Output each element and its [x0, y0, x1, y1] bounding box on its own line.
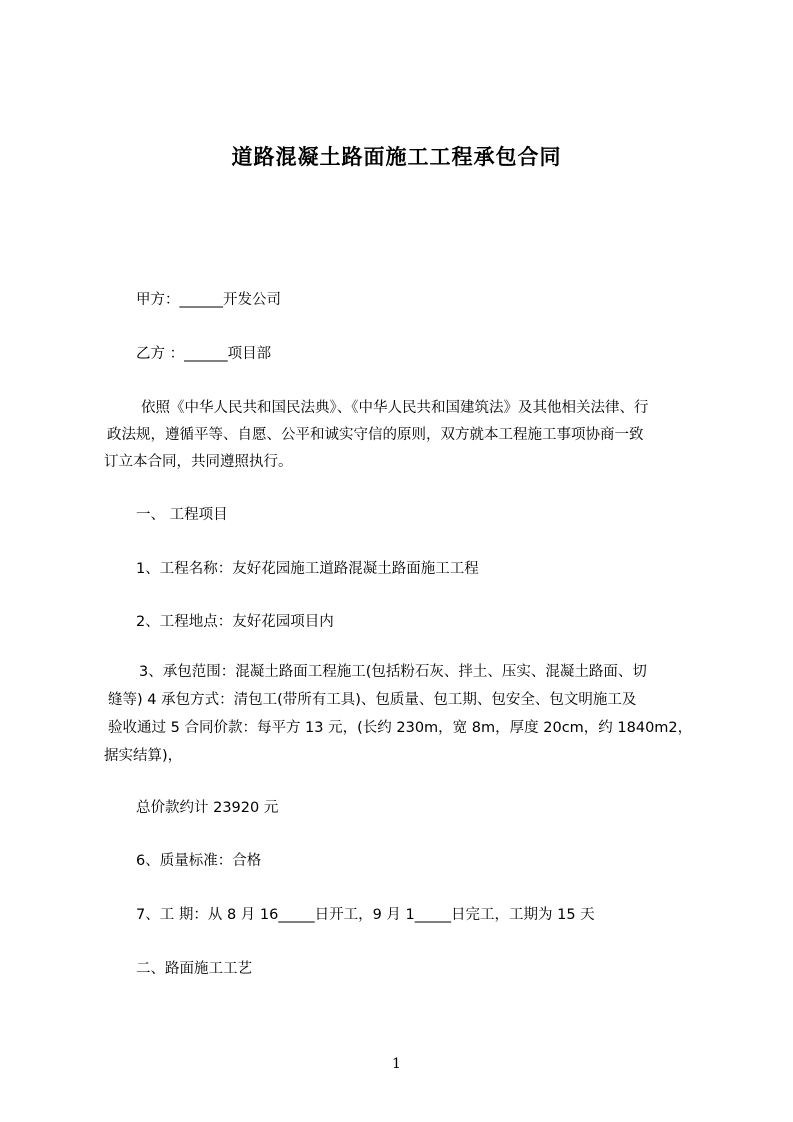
- item-2-project-location: 2、工程地点：友好花园项目内: [136, 614, 334, 630]
- party-b-line: 乙方 ：______项目部: [136, 346, 272, 362]
- section-2-heading: 二、路面施工工艺: [136, 961, 252, 977]
- item-6-quality-standard: 6、质量标准：合格: [136, 853, 262, 869]
- item-3-line-3: 验收通过 5 合同价款：每平方 13 元，(长约 230m，宽 8m，厚度 20cm，约 1840m2，: [108, 720, 693, 736]
- page-number: 1: [392, 1056, 401, 1072]
- preamble-line-1: 依照《中华人民共和国民法典》、《中华人民共和国建筑法》及其他相关法律、行: [141, 400, 649, 416]
- preamble-line-2: 政法规，遵循平等、自愿、公平和诚实守信的原则，双方就本工程施工事项协商一致: [107, 427, 644, 443]
- total-price: 总价款约计 23920 元: [136, 800, 279, 816]
- item-1-project-name: 1、工程名称：友好花园施工道路混凝土路面施工工程: [136, 561, 479, 577]
- section-1-heading: 一、 工程项目: [136, 507, 228, 523]
- item-3-line-1: 3、承包范围：混凝土路面工程施工(包括粉石灰、拌土、压实、混凝土路面、切: [139, 664, 647, 680]
- item-3-line-4: 据实结算)，: [104, 748, 183, 764]
- item-3-line-2: 缝等) 4 承包方式：清包工(带所有工具)、包质量、包工期、包安全、包文明施工及: [108, 692, 637, 708]
- document-title: 道路混凝土路面施工工程承包合同: [231, 145, 562, 169]
- preamble-line-3: 订立本合同，共同遵照执行。: [104, 454, 293, 470]
- party-a-line: 甲方：______开发公司: [136, 292, 281, 308]
- item-7-duration: 7、工 期：从 8 月 16_____日开工，9 月 1_____日完工，工期为 15 天: [136, 907, 595, 923]
